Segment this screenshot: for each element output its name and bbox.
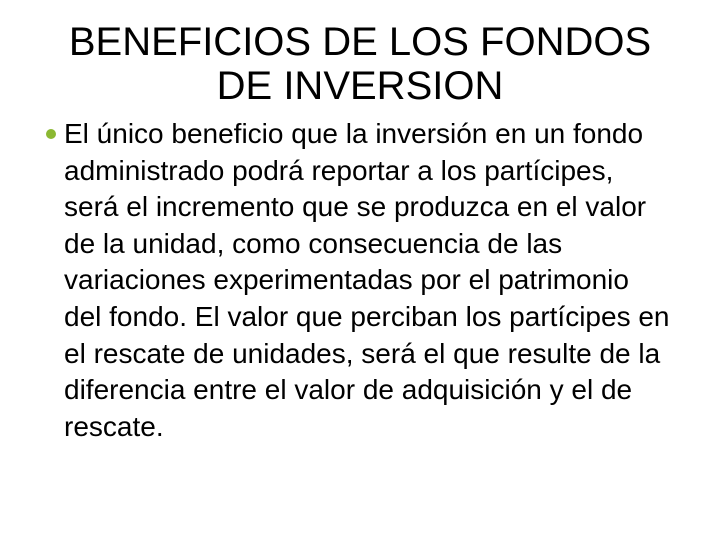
bullet-dot-icon: [46, 129, 56, 139]
slide-title: BENEFICIOS DE LOS FONDOS DE INVERSION: [68, 20, 652, 108]
bullet-item: [44, 116, 674, 445]
bullet-text: El único beneficio que la inversión en un fondo administrado podrá reportar a los partícipes, será el incremento que se produzca en el valor de la unidad, como consecuencia de las variaciones experimentadas por el patrimonio del fondo. El valor que perciban los partícipes en el rescate de unidades, será el que resulte de la diferencia entre el valor de adquisición y el de rescate.: [64, 118, 670, 442]
bullet-list: [44, 116, 674, 445]
